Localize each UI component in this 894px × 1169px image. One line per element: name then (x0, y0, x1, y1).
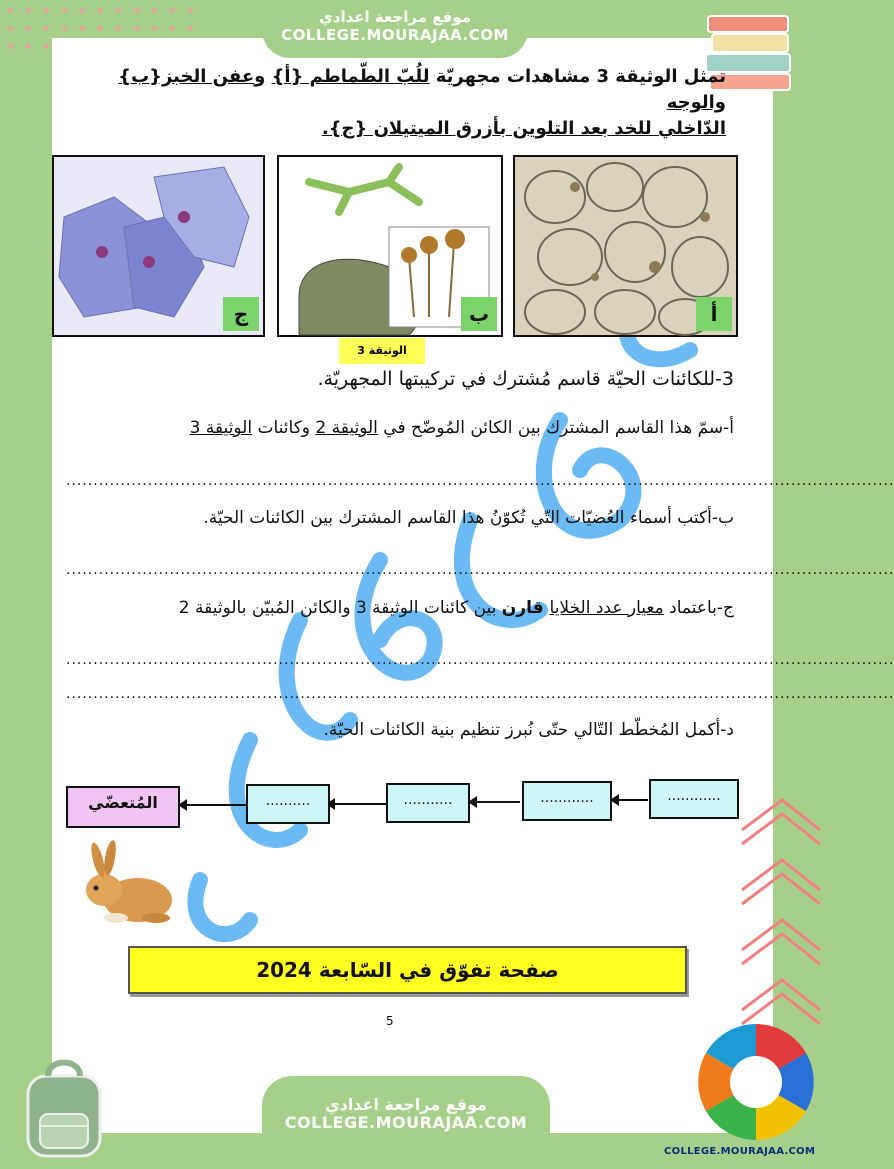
rabbit-icon (76, 842, 174, 926)
site-logo-icon (694, 1020, 818, 1144)
question-c: ج-باعتماد معيار عدد الخلايا قارن بين كائنات الوثيقة 3 والكائن المُبيّن بالوثيقة 2 (178, 598, 734, 618)
footer-tab (262, 1076, 550, 1169)
question-3: 3-للكائنات الحيّة قاسم مُشترك في تركيبتها المجهريّة. (317, 368, 734, 390)
question-d: د-أكمل المُخطّط التّالي حتّى نُبرز تنظيم بنية الكائنات الحيّة. (323, 720, 734, 740)
banner: صفحة تفوّق في السّابعة 2024 (128, 946, 687, 994)
page-number: 5 (386, 1014, 394, 1028)
diagram-arrow-2 (476, 801, 520, 803)
question-b: ب-أكتب أسماء العُضيّات التّي تُكوّنُ هذا القاسم المشترك بين الكائنات الحيّة. (203, 508, 734, 528)
diagram-arrow-1 (618, 799, 648, 801)
document-label: الوثيقة 3 (339, 338, 425, 364)
diagram-arrow-4 (186, 804, 246, 806)
heading-line-1: تمثل الوثيقة 3 مشاهدات مجهريّة للُبّ الطّماطم {أ} وعفن الخبز{ب} والوجه (118, 66, 726, 113)
diagram-box-3[interactable]: ........... (386, 783, 470, 823)
image-label-a: أ (696, 297, 732, 331)
document-heading (86, 64, 726, 142)
heading-line-2: الدّاخلي للخد بعد التلوين بأزرق الميتيلان {ج}. (321, 118, 726, 139)
diagram-box-4[interactable]: .......... (246, 784, 330, 824)
image-tomato-cells (513, 155, 738, 337)
image-bread-mold (277, 155, 503, 337)
backpack-icon (14, 1056, 114, 1160)
image-label-c: ج (223, 297, 259, 331)
diagram-arrow-3 (334, 803, 386, 805)
image-cheek-cells (52, 155, 265, 337)
footer-site-link[interactable]: COLLEGE.MOURAJAA.COM (284, 1113, 528, 1132)
question-a: أ-سمّ هذا القاسم المشترك بين الكائن المُوضّح في الوثيقة 2 وكائنات الوثيقة 3 (189, 418, 734, 438)
image-label-b: ب (461, 297, 497, 331)
diagram-organism-box: المُتعضّي (66, 786, 180, 828)
header-tab (262, 0, 528, 58)
answer-line-c1[interactable]: ........................................................................................................................................................ (66, 652, 894, 668)
answer-line-c2[interactable]: ........................................................................................................................................................ (66, 686, 894, 702)
header-site-arabic: موقع مراجعة اعدادي (319, 8, 471, 26)
header-site-link[interactable]: COLLEGE.MOURAJAA.COM (281, 26, 509, 44)
answer-line-b[interactable]: ........................................................................................................................................................ (66, 562, 894, 578)
diagram-box-1[interactable]: ............ (649, 779, 739, 819)
footer-site-arabic: موقع مراجعة اعدادي (324, 1095, 488, 1114)
chevron-decoration-icon (732, 790, 822, 1030)
answer-line-a[interactable]: ........................................................................................................................................................ (66, 473, 894, 489)
logo-site-text: COLLEGE.MOURAJAA.COM (664, 1146, 816, 1157)
diagram-box-2[interactable]: ............ (522, 781, 612, 821)
